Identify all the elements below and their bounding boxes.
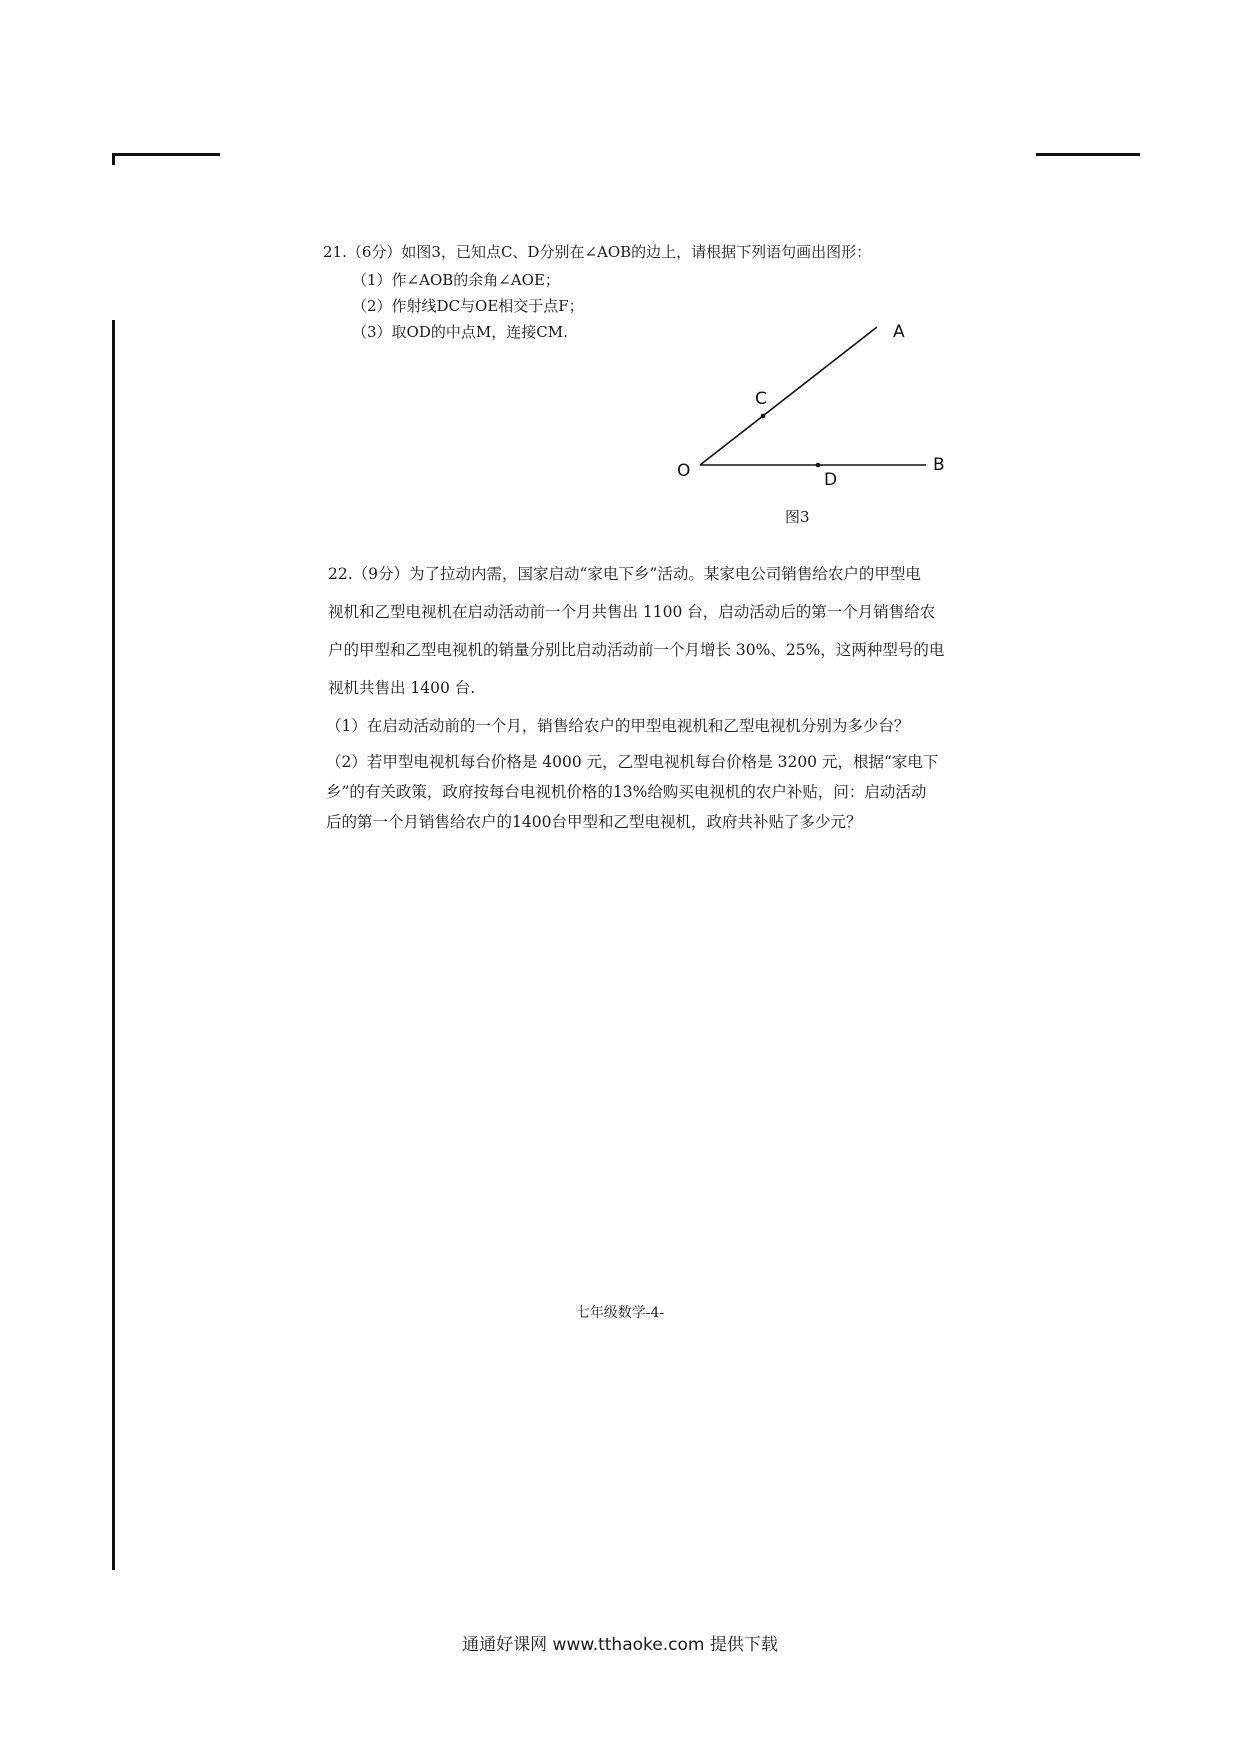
figure-caption: 图3 — [785, 508, 810, 526]
q21-item-3: （3）取OD的中点M，连接CM. — [352, 323, 568, 341]
left-margin-line — [112, 320, 115, 1570]
label-a: A — [893, 322, 905, 342]
q22-line-3: 户的甲型和乙型电视机的销量分别比启动活动前一个月增长 30%、25%，这两种型号的电 — [328, 641, 945, 659]
q22-sub-1: （1）在启动活动前的一个月，销售给农户的甲型电视机和乙型电视机分别为多少台？ — [326, 717, 910, 735]
figure-3-angle-aob — [600, 300, 1000, 540]
label-o: O — [677, 461, 691, 481]
top-left-corner — [112, 153, 115, 165]
q22-line-1: 22.（9分）为了拉动内需，国家启动“家电下乡”活动。某家电公司销售给农户的甲型电 — [328, 565, 921, 583]
top-right-rule — [1036, 153, 1140, 156]
point-c — [761, 414, 766, 419]
q21-item-2: （2）作射线DC与OE相交于点F； — [352, 297, 584, 315]
q22-line-4: 视机共售出 1400 台. — [328, 679, 476, 697]
top-left-rule — [112, 153, 220, 156]
q22-line-2: 视机和乙型电视机在启动活动前一个月共售出 1100 台，启动活动后的第一个月销售给农 — [328, 603, 936, 621]
label-c: C — [755, 389, 767, 409]
q21-item-1: （1）作∠AOB的余角∠AOE； — [352, 271, 560, 289]
q21-heading: 21.（6分）如图3，已知点C、D分别在∠AOB的边上，请根据下列语句画出图形： — [323, 243, 872, 261]
page-number: 七年级数学-4- — [575, 1305, 665, 1321]
ray-oa — [700, 327, 877, 465]
point-d — [816, 463, 821, 468]
label-d: D — [824, 470, 838, 490]
download-footer: 通通好课网 www.tthaoke.com 提供下载 — [462, 1635, 778, 1655]
q22-sub-2-line-1: （2）若甲型电视机每台价格是 4000 元，乙型电视机每台价格是 3200 元，根据“家电下 — [326, 753, 939, 771]
q22-sub-2-line-2: 乡”的有关政策，政府按每台电视机价格的13%给购买电视机的农户补贴，问：启动活动 — [326, 783, 927, 801]
q22-sub-2-line-3: 后的第一个月销售给农户的1400台甲型和乙型电视机，政府共补贴了多少元？ — [326, 813, 862, 831]
label-b: B — [933, 455, 945, 475]
